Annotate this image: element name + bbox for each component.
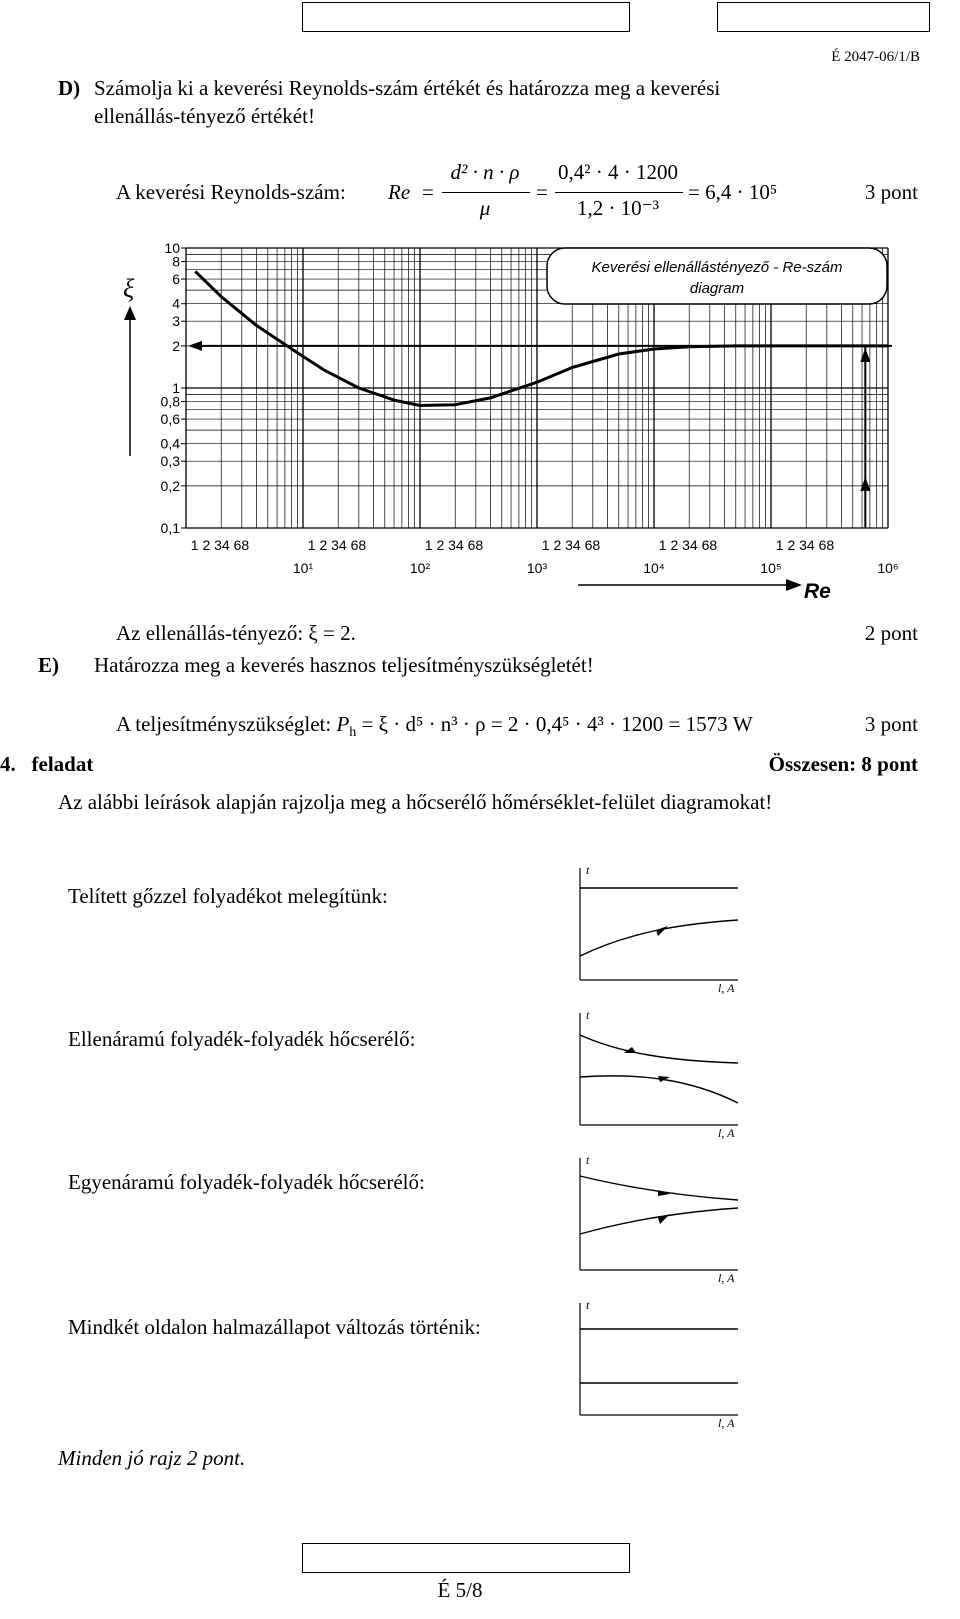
heat-exchanger-diagrams [570, 860, 770, 1440]
diagram1-arrow [656, 926, 668, 936]
y-tick-label: 0,6 [160, 411, 180, 428]
chart-x-arrow-head [786, 579, 802, 591]
x-minor-tick-group: 1 2 34 68 [307, 537, 367, 553]
chart-y-tick-labels [161, 240, 186, 536]
diagram3-y-label: t [586, 1153, 590, 1167]
header-box-left [302, 2, 630, 32]
task4-heading: 4. feladat [0, 752, 94, 776]
resistance-chart [0, 236, 960, 611]
y-tick-label: 0,4 [160, 435, 180, 452]
diagram2-y-label: t [586, 1008, 590, 1022]
x-minor-tick-group: 1 2 34 68 [775, 537, 835, 553]
section-e-task: Határozza meg a keverés hasznos teljesítményszükségletét! [94, 653, 594, 677]
diagram-label-parallel-flow: Egyenáramú folyadék-folyadék hőcserélő: [68, 1170, 425, 1194]
diagram2-cold-curve [580, 1076, 738, 1103]
y-tick-label: 8 [172, 253, 180, 270]
x-minor-tick-group: 1 2 34 68 [658, 537, 718, 553]
chart-title-line2: diagram [689, 280, 745, 297]
diagram-phase-change [580, 1298, 738, 1430]
frac2-numerator: 0,4² · 4 · 1200 [557, 160, 679, 184]
diagram-saturated-steam [580, 863, 738, 995]
power-subscript: h [349, 725, 357, 741]
task4-instruction: Az alábbi leírások alapján rajzolja meg a hőcserélő hőmérséklet-felület diagramokat! [58, 790, 773, 814]
diagram-label-saturated-steam: Telített gőzzel folyadékot melegítünk: [68, 884, 388, 908]
frac2-bar [555, 192, 683, 193]
x-decade-label: 10⁵ [760, 560, 782, 576]
section-e-points: 3 pont [864, 712, 918, 736]
y-tick-label: 0,3 [160, 453, 180, 470]
page-number: É 5/8 [437, 1578, 483, 1602]
frac1-denominator: μ [479, 196, 491, 220]
y-tick-label: 2 [172, 337, 180, 354]
x-decade-label: 10³ [526, 560, 548, 576]
frac-eq2: = [536, 180, 548, 204]
power-symbol: P [336, 712, 350, 736]
diagram4-y-label: t [586, 1298, 590, 1312]
chart-x-symbol: Re [804, 580, 831, 603]
x-decade-label: 10⁴ [643, 560, 665, 576]
frac1-numerator: d² · n · ρ [450, 160, 520, 184]
reynolds-eq: = [422, 180, 434, 204]
header-box-right [717, 2, 930, 32]
x-decade-label: 10² [409, 560, 431, 576]
chart-title-line1: Keverési ellenállástényező - Re-szám [591, 259, 843, 276]
diagram-label-phase-change: Mindkét oldalon halmazállapot változás történik: [68, 1315, 481, 1339]
y-tick-label: 0,8 [160, 393, 180, 410]
y-tick-label: 0,1 [160, 520, 180, 536]
footer-box [302, 1543, 630, 1573]
diagram2-arrow-cold [658, 1076, 670, 1082]
diagram3-hot-curve [580, 1176, 738, 1200]
diagram1-liquid-curve [580, 920, 738, 956]
chart-y-arrow-head [124, 306, 136, 320]
reynolds-formula-prefix: A keverési Reynolds-szám: [116, 180, 346, 204]
section-d-task-line1: Számolja ki a keverési Reynolds-szám értékét és határozza meg a keverési [94, 76, 721, 100]
chart-curve-layer [188, 271, 892, 528]
reynolds-result: = 6,4 · 10⁵ [688, 180, 778, 204]
y-tick-label: 4 [172, 295, 180, 312]
x-minor-tick-group: 1 2 34 68 [190, 537, 250, 553]
diagram-label-counterflow: Ellenáramú folyadék-folyadék hőcserélő: [68, 1027, 416, 1051]
reynolds-symbol: Re [388, 180, 411, 204]
footer-note: Minden jó rajz 2 pont. [58, 1446, 246, 1470]
x-minor-tick-group: 1 2 34 68 [541, 537, 601, 553]
power-formula-prefix: A teljesítményszükséglet: [116, 712, 332, 736]
diagram2-hot-curve [580, 1035, 738, 1063]
diagram1-x-label: l, A [718, 981, 735, 995]
section-d-answer-points: 2 pont [864, 621, 918, 645]
diagram2-x-label: l, A [718, 1126, 735, 1140]
section-d-answer: Az ellenállás-tényező: ξ = 2. [116, 621, 356, 645]
x-minor-tick-group: 1 2 34 68 [424, 537, 484, 553]
power-formula-body: = ξ · d⁵ · n³ · ρ = 2 · 0,4⁵ · 4³ · 1200 = 1573 W [361, 712, 753, 736]
chart-x-tick-labels [191, 537, 899, 576]
frac1-bar [442, 192, 530, 193]
y-tick-label: 3 [172, 313, 180, 330]
section-d-task-line2: ellenállás-tényező értékét! [94, 104, 315, 128]
section-d-points: 3 pont [864, 180, 918, 204]
document-code: É 2047-06/1/B [831, 49, 920, 65]
y-tick-label: 0,2 [160, 477, 180, 494]
diagram1-y-label: t [586, 863, 590, 877]
task4-total: Összesen: 8 pont [768, 752, 918, 776]
x-decade-label: 10⁶ [877, 560, 899, 576]
diagram4-x-label: l, A [718, 1416, 735, 1430]
y-tick-label: 10 [164, 240, 180, 256]
y-tick-label: 1 [172, 380, 180, 396]
chart-y-symbol: ξ [123, 274, 135, 303]
diagram3-x-label: l, A [718, 1271, 735, 1285]
y-tick-label: 6 [172, 271, 180, 288]
frac2-denominator: 1,2 · 10⁻³ [576, 196, 660, 220]
section-e-label: E) [38, 653, 59, 677]
diagram-parallel-flow [580, 1153, 738, 1285]
diagram-counterflow [580, 1008, 738, 1140]
section-d-label: D) [58, 76, 81, 100]
power-formula [116, 712, 753, 741]
x-decade-label: 10¹ [292, 560, 314, 576]
reading-arrow-left [188, 341, 202, 351]
